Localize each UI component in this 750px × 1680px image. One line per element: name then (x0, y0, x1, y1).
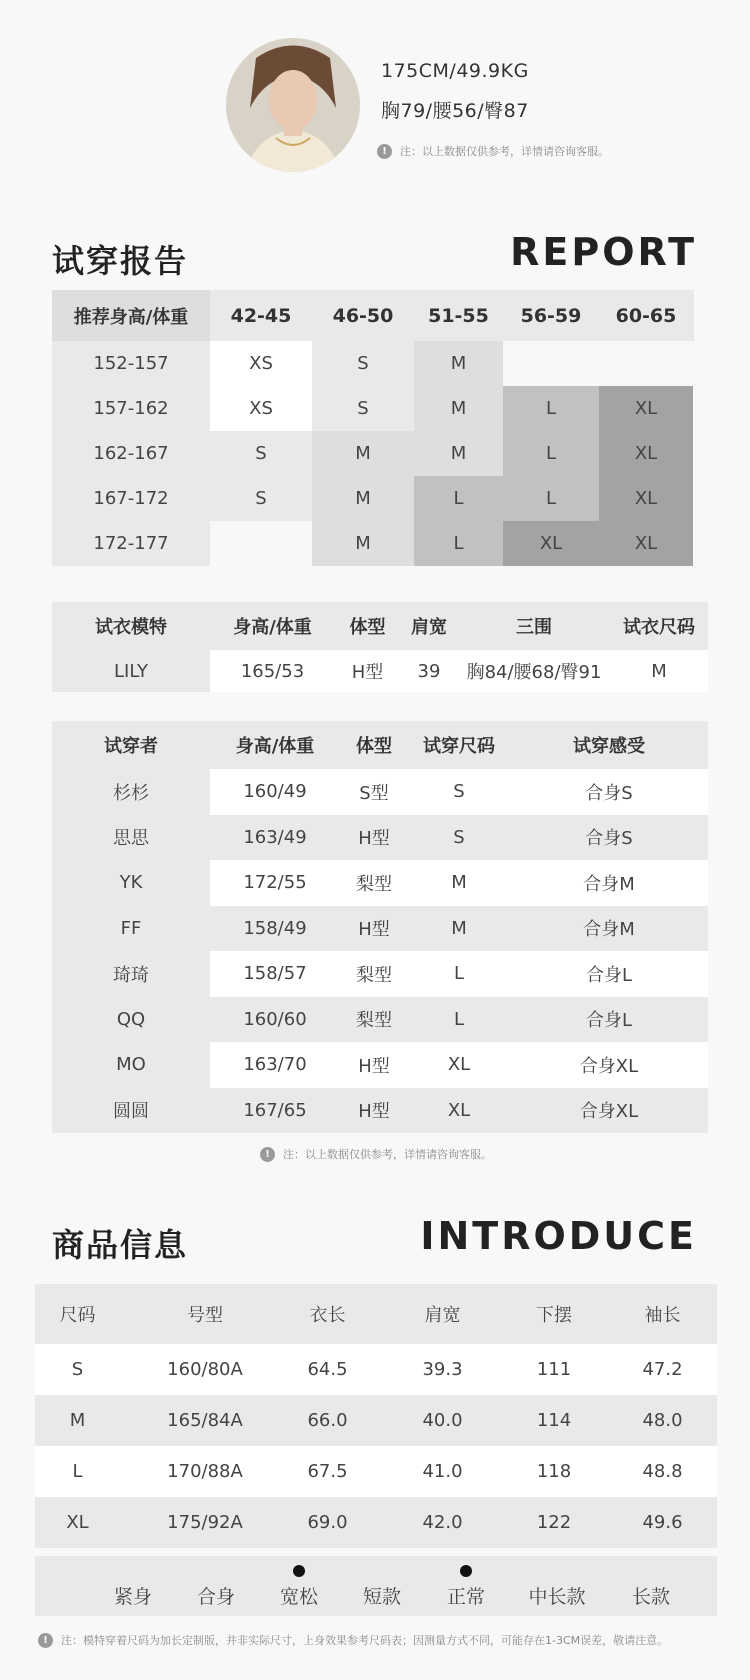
tester-cell: 160/49 (243, 781, 307, 803)
size-cell: L (503, 386, 599, 431)
height-range-cell: 152-157 (52, 341, 210, 386)
footer-note (38, 1632, 668, 1648)
testers-header: 试穿者 (104, 736, 158, 757)
weight-header: 56-59 (520, 304, 582, 327)
tester-cell: M (451, 872, 467, 894)
product-cell: S (71, 1359, 84, 1380)
fit-model-header: 肩宽 (411, 617, 447, 638)
product-cell: XL (66, 1512, 89, 1533)
tester-cell: XL (447, 1054, 471, 1076)
tester-cell: XL (447, 1099, 471, 1121)
tester-cell: 163/70 (243, 1054, 307, 1076)
tester-cell: 梨型 (356, 873, 392, 895)
tester-cell: L (453, 1008, 465, 1030)
size-cell: M (414, 386, 503, 431)
product-cell: 66.0 (307, 1410, 348, 1431)
product-cell: 64.5 (307, 1359, 348, 1380)
tester-cell: 梨型 (356, 1010, 392, 1032)
fit-model-value: LILY (114, 660, 148, 682)
testers-header: 身高/体重 (235, 736, 315, 757)
height-range-cell: 157-162 (52, 386, 210, 431)
fit-scale-label: 中长款 (528, 1585, 586, 1608)
product-cell: 47.2 (642, 1359, 683, 1380)
product-cell: 40.0 (422, 1410, 463, 1431)
fit-scale-label: 紧身 (113, 1585, 152, 1608)
product-cell: 48.0 (642, 1410, 683, 1431)
size-cell: S (210, 476, 312, 521)
size-cell: XL (599, 476, 693, 521)
testers-header: 试穿尺码 (423, 736, 495, 757)
tester-cell: YK (119, 872, 143, 894)
size-cell (210, 521, 312, 566)
size-cell: XL (503, 521, 599, 566)
tester-cell: H型 (358, 828, 390, 850)
tester-cell: S (453, 781, 465, 803)
fit-model-value: 胸84/腰68/臀91 (466, 662, 602, 683)
report-title: 试穿报告 (52, 242, 189, 280)
tester-cell: H型 (358, 919, 390, 941)
size-cell: L (414, 521, 503, 566)
report-corner-header: 推荐身高/体重 (52, 290, 210, 341)
testers-note (260, 1146, 492, 1162)
tester-cell: 梨型 (356, 964, 392, 986)
tester-cell: 158/49 (243, 917, 307, 939)
tester-cell: 合身XL (579, 1055, 639, 1077)
tester-cell: 163/49 (243, 826, 307, 848)
testers-header: 体型 (356, 736, 392, 757)
product-cell: 49.6 (642, 1512, 683, 1533)
tester-cell: 合身S (585, 782, 633, 804)
fit-model-header: 试衣模特 (95, 617, 167, 638)
fit-scale-selected-dot (293, 1565, 305, 1577)
tester-cell: FF (120, 917, 142, 939)
product-title-en: INTRODUCE (420, 1214, 697, 1258)
fit-model-value: H型 (351, 662, 384, 683)
product-cell: 111 (536, 1359, 572, 1380)
model-measure-1: 175CM/49.9KG (381, 60, 529, 82)
size-cell: M (312, 521, 414, 566)
tester-cell: 合身L (585, 964, 633, 986)
weight-header: 42-45 (230, 304, 292, 327)
fit-scale-label: 宽松 (279, 1585, 318, 1608)
height-range-cell: 162-167 (52, 431, 210, 476)
fit-model-header: 体型 (349, 617, 386, 638)
product-cell: 41.0 (422, 1461, 463, 1482)
tester-cell: 圆圆 (113, 1101, 149, 1123)
size-cell (503, 341, 599, 386)
model-measure-2: 胸79/腰56/臀87 (381, 100, 529, 122)
tester-cell: L (453, 963, 465, 985)
model-note (377, 143, 609, 159)
tester-cell: 合身M (583, 873, 635, 895)
tester-cell: M (451, 917, 467, 939)
tester-cell: 琦琦 (113, 964, 149, 986)
fit-scale-label: 正常 (446, 1585, 485, 1608)
exclamation-icon: ! (260, 1147, 275, 1162)
weight-header: 51-55 (428, 304, 489, 327)
product-cell: 67.5 (307, 1461, 348, 1482)
product-header: 衣长 (309, 1305, 346, 1326)
tester-cell: H型 (358, 1055, 390, 1077)
fit-model-value: 39 (417, 660, 441, 682)
product-cell: 160/80A (167, 1359, 243, 1380)
product-title: 商品信息 (52, 1226, 189, 1264)
exclamation-icon: ! (377, 144, 392, 159)
tester-cell: 杉杉 (113, 782, 149, 804)
product-cell: 165/84A (167, 1410, 243, 1431)
fit-scale-label: 长款 (631, 1585, 670, 1608)
model-portrait-image (226, 38, 360, 172)
tester-cell: 167/65 (243, 1099, 307, 1121)
size-cell: XL (599, 386, 693, 431)
product-cell: 48.8 (642, 1461, 683, 1482)
tester-cell: 172/55 (243, 872, 307, 894)
product-header: 肩宽 (424, 1305, 461, 1326)
tester-cell: 合身S (585, 828, 633, 850)
tester-cell: 158/57 (243, 963, 307, 985)
tester-cell: QQ (116, 1008, 146, 1030)
product-cell: 175/92A (167, 1512, 243, 1533)
testers-header: 试穿感受 (573, 736, 645, 757)
product-cell: 170/88A (167, 1461, 243, 1482)
exclamation-icon: ! (38, 1633, 53, 1648)
product-cell: 118 (536, 1461, 572, 1482)
size-cell: M (312, 431, 414, 476)
product-cell: 39.3 (422, 1359, 463, 1380)
fit-scale-selected-dot (460, 1565, 472, 1577)
fit-model-value: M (651, 660, 667, 682)
product-cell: L (72, 1461, 83, 1482)
product-cell: 42.0 (422, 1512, 463, 1533)
testers-note-text: 注：以上数据仅供参考，详情请咨询客服。 (283, 1148, 492, 1161)
footer-note-text: 注：模特穿着尺码为加长定制版，并非实际尺寸，上身效果参考尺码表；因测量方式不同，可能存在1-3CM误差，敬请注意。 (61, 1634, 669, 1647)
size-cell: L (503, 431, 599, 476)
product-header: 号型 (187, 1305, 223, 1326)
size-cell: XS (210, 386, 312, 431)
tester-cell: 合身XL (579, 1101, 639, 1123)
product-cell: 122 (536, 1512, 572, 1533)
size-cell: L (414, 476, 503, 521)
size-cell: XS (210, 341, 312, 386)
size-cell (599, 341, 693, 386)
size-cell: S (312, 386, 414, 431)
weight-header: 46-50 (332, 304, 394, 327)
weight-header: 60-65 (615, 304, 677, 327)
fit-model-value: 165/53 (240, 660, 305, 682)
product-cell: 114 (536, 1410, 572, 1431)
size-cell: S (210, 431, 312, 476)
product-header: 下摆 (536, 1305, 572, 1326)
product-header: 袖长 (644, 1305, 681, 1326)
report-title-en: REPORT (510, 230, 697, 274)
tester-cell: S (453, 826, 465, 848)
product-cell: 69.0 (307, 1512, 348, 1533)
model-avatar (226, 38, 360, 172)
model-note-text: 注：以上数据仅供参考，详情请咨询客服。 (400, 145, 609, 158)
fit-model-header: 试衣尺码 (623, 617, 695, 638)
product-header: 尺码 (59, 1305, 96, 1326)
product-cell: M (69, 1410, 86, 1431)
tester-cell: MO (116, 1054, 146, 1076)
tester-cell: 思思 (113, 828, 149, 850)
height-range-cell: 167-172 (52, 476, 210, 521)
tester-cell: S型 (359, 782, 389, 804)
size-cell: M (312, 476, 414, 521)
size-cell: M (414, 341, 503, 386)
size-cell: S (312, 341, 414, 386)
size-cell: M (414, 431, 503, 476)
size-cell: XL (599, 521, 693, 566)
height-range-cell: 172-177 (52, 521, 210, 566)
fit-model-header: 三围 (516, 617, 552, 638)
fit-model-header: 身高/体重 (233, 617, 312, 638)
fit-scale-label: 合身 (196, 1585, 235, 1608)
tester-cell: 合身M (583, 919, 635, 941)
size-cell: L (503, 476, 599, 521)
tester-cell: 160/60 (243, 1008, 307, 1030)
tester-cell: H型 (358, 1101, 390, 1123)
tester-cell: 合身L (585, 1010, 633, 1032)
size-cell: XL (599, 431, 693, 476)
fit-scale-label: 短款 (362, 1585, 401, 1608)
